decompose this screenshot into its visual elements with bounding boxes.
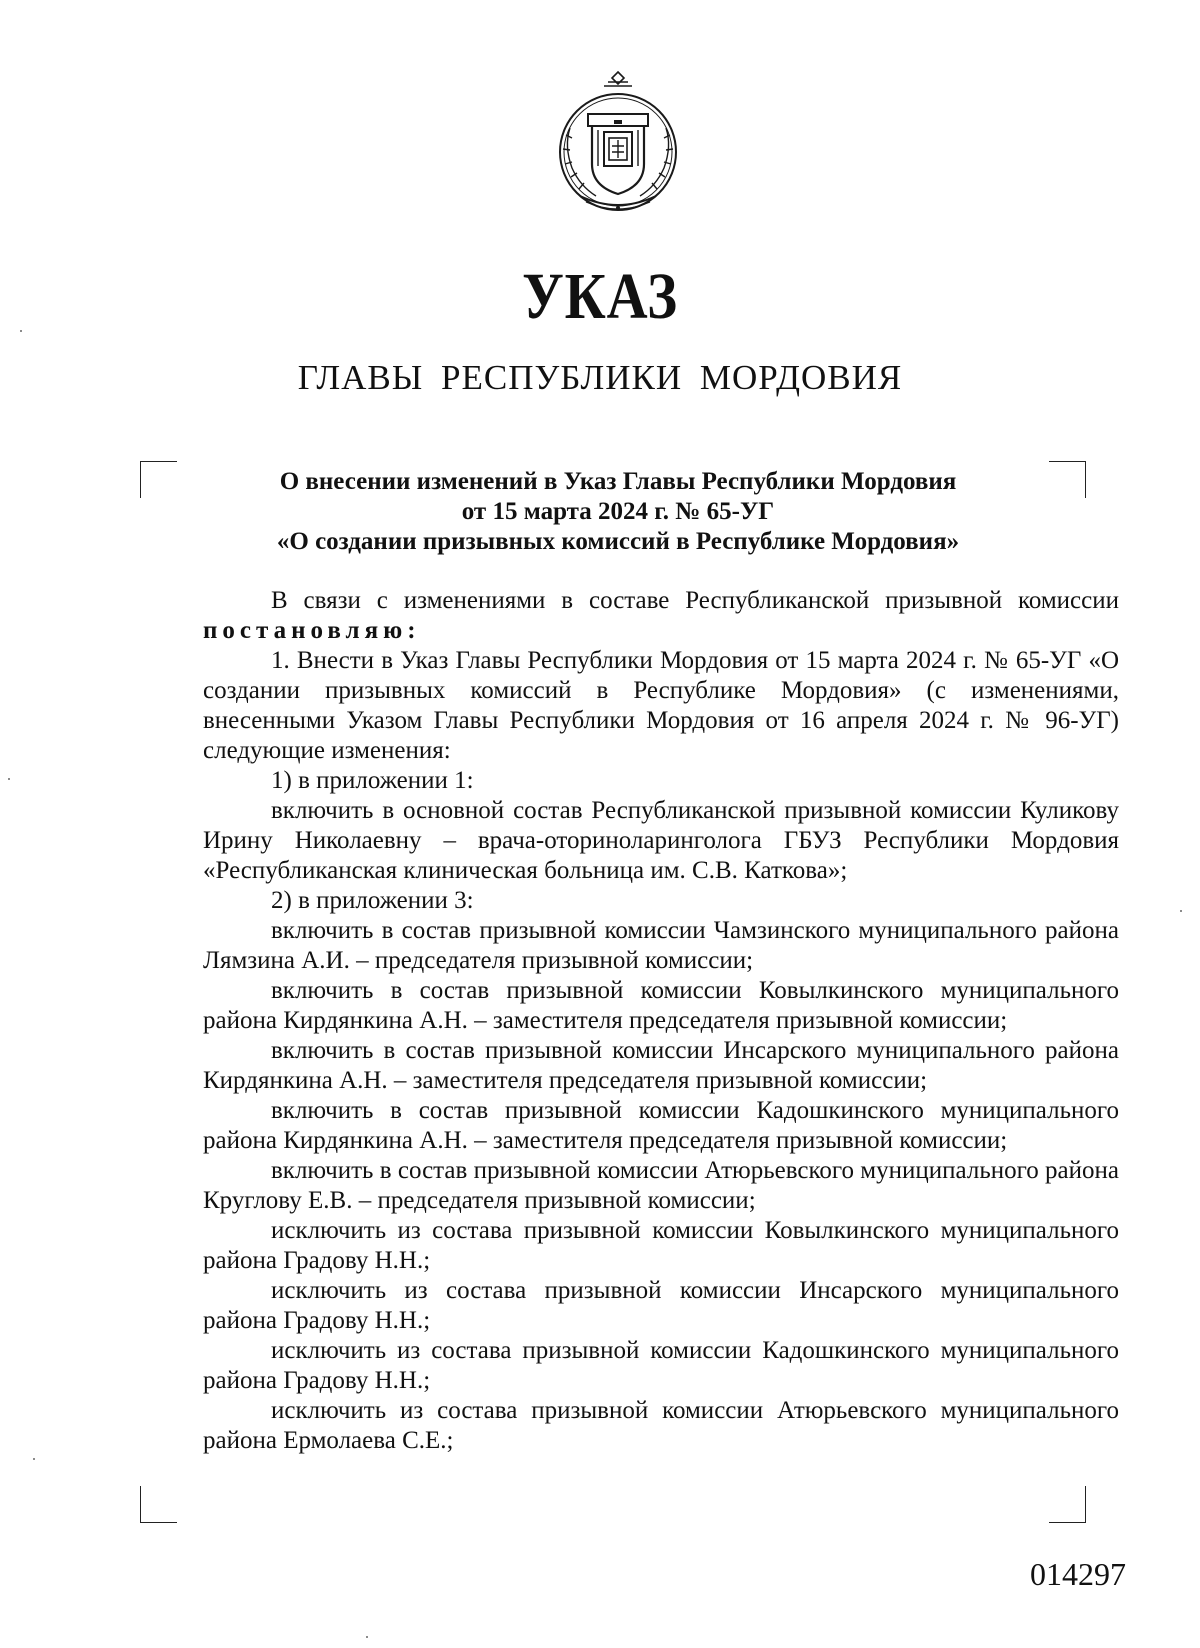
scan-speck bbox=[1180, 910, 1182, 912]
document-title bbox=[210, 467, 1026, 557]
corner-mark-bottom-right bbox=[1049, 1486, 1086, 1523]
sub-item-2-entry: исключить из состава призывной комиссии Кадошкинского муниципального района Градову Н.Н.; bbox=[203, 1337, 1119, 1394]
intro-text: В связи с изменениями в составе Республиканской призывной комиссии bbox=[271, 587, 1119, 614]
corner-mark-bottom-left bbox=[140, 1486, 177, 1523]
scan-speck bbox=[366, 1636, 368, 1638]
sub-item-1-entry: включить в основной состав Республиканской призывной комиссии Куликову Ирину Николаевну – врача-оториноларинголога ГБУЗ Республики Мордовия «Республиканская клиническая больница им. С.В. Каткова»; bbox=[203, 797, 1119, 884]
issuer-heading: ГЛАВЫ РЕСПУБЛИКИ МОРДОВИЯ bbox=[297, 358, 903, 397]
sub-item-2-entry: включить в состав призывной комиссии Ковылкинского муниципального района Кирдянкина А.Н. – заместителя председателя призывной комиссии; bbox=[203, 977, 1119, 1034]
sub-item-2-entry: включить в состав призывной комиссии Инсарского муниципального района Кирдянкина А.Н. – заместителя председателя призывной комиссии; bbox=[203, 1037, 1119, 1094]
intro-paragraph bbox=[203, 586, 1119, 646]
sub-item-2-entry: исключить из состава призывной комиссии Инсарского муниципального района Градову Н.Н.; bbox=[203, 1277, 1119, 1334]
scan-speck bbox=[33, 1458, 35, 1460]
title-line-2: от 15 марта 2024 г. № 65-УГ bbox=[461, 498, 775, 525]
serial-number: 014297 bbox=[1030, 1556, 1126, 1592]
sub-item-2-entry: исключить из состава призывной комиссии Ковылкинского муниципального района Градову Н.Н.; bbox=[203, 1217, 1119, 1274]
title-line-3: «О создании призывных комиссий в Республике Мордовия» bbox=[276, 528, 960, 555]
item-1-paragraph: 1. Внести в Указ Главы Республики Мордовия от 15 марта 2024 г. № 65-УГ «О создании призывных комиссий в Республике Мордовия» (с изменениями, внесенными Указом Главы Республики Мордовия от 16 апреля 2024 г. № 96-УГ) следующие изменения: bbox=[203, 647, 1119, 764]
sub-item-1-heading: 1) в приложении 1: bbox=[271, 767, 474, 794]
sub-item-2-heading: 2) в приложении 3: bbox=[271, 887, 474, 914]
scan-speck bbox=[8, 778, 10, 780]
scan-speck bbox=[20, 330, 22, 332]
sub-item-2-entry: включить в состав призывной комиссии Чамзинского муниципального района Лямзина А.И. – председателя призывной комиссии; bbox=[203, 917, 1119, 974]
sub-item-2-entry: исключить из состава призывной комиссии Атюрьевского муниципального района Ермолаева С.Е.; bbox=[203, 1397, 1119, 1454]
sub-item-2-entry: включить в состав призывной комиссии Кадошкинского муниципального района Кирдянкина А.Н. – заместителя председателя призывной комиссии; bbox=[203, 1097, 1119, 1154]
resolve-word: постановляю: bbox=[203, 617, 421, 644]
document-body bbox=[203, 586, 1119, 1456]
corner-mark-top-right bbox=[1049, 461, 1086, 498]
title-line-1: О внесении изменений в Указ Главы Республики Мордовия bbox=[279, 468, 957, 495]
document-type-heading: УКАЗ bbox=[522, 260, 678, 333]
corner-mark-top-left bbox=[140, 461, 177, 498]
coat-of-arms-emblem bbox=[552, 68, 684, 220]
sub-item-2-entry: включить в состав призывной комиссии Атюрьевского муниципального района Круглову Е.В. – председателя призывной комиссии; bbox=[203, 1157, 1119, 1214]
